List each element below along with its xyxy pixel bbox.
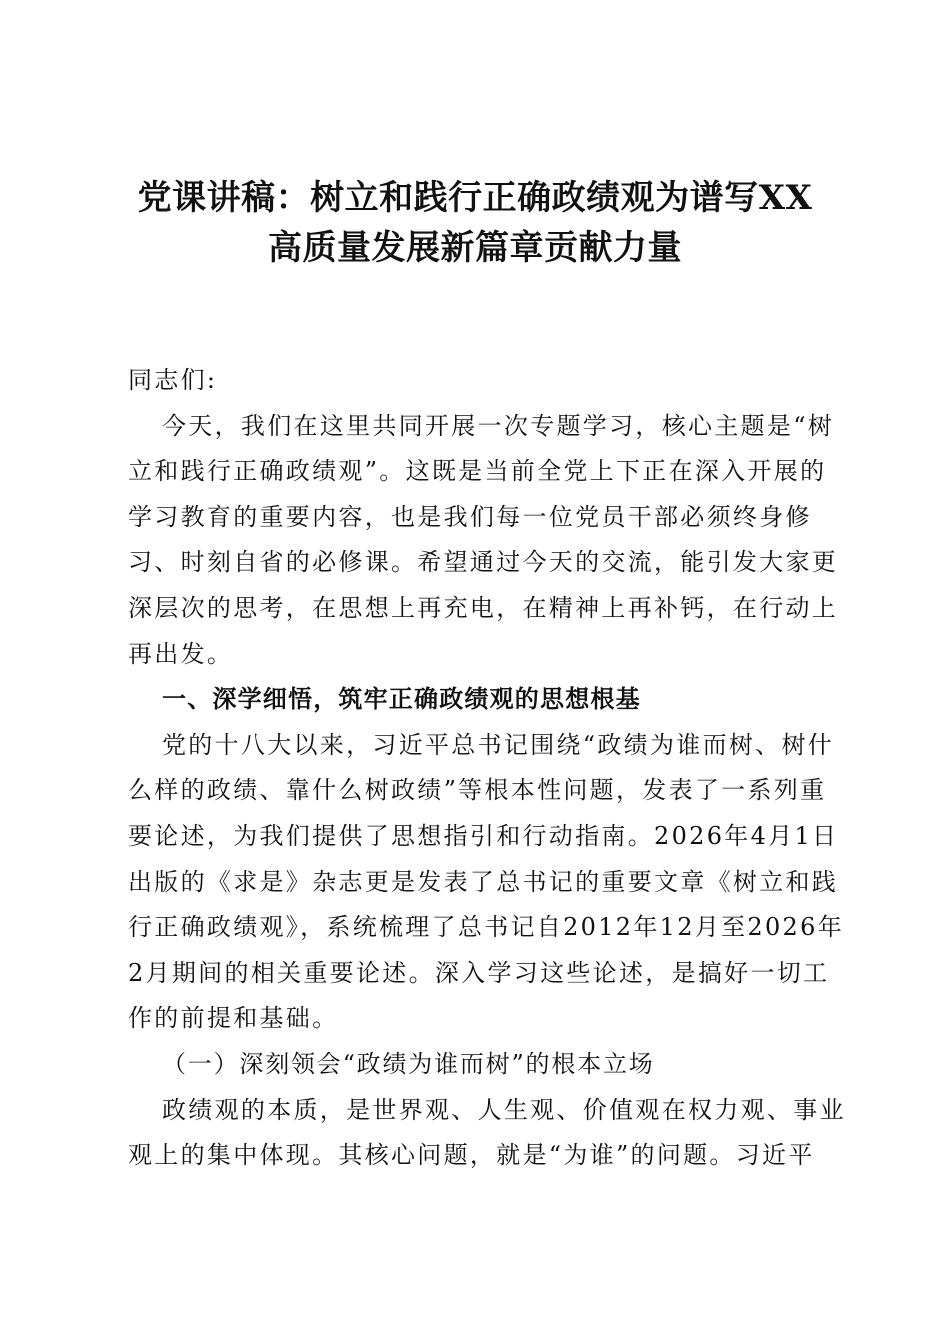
paragraph-2-line: 党的十八大以来，习近平总书记围绕“政绩为谁而树、树什 xyxy=(162,730,835,759)
paragraph-1-line: 今天，我们在这里共同开展一次专题学习，核心主题是“树 xyxy=(162,411,835,440)
paragraph-1-line: 习、时刻自省的必修课。希望通过今天的交流，能引发大家更 xyxy=(128,548,839,577)
document-body xyxy=(128,358,846,1179)
paragraph-2-line: 行正确政绩观》，系统梳理了总书记自2012年12月至2026年 xyxy=(128,913,844,942)
paragraph-2-line: 要论述，为我们提供了思想指引和行动指南。2026年4月1日 xyxy=(128,821,839,850)
subsection-heading-1: （一）深刻领会“政绩为谁而树”的根本立场 xyxy=(162,1049,655,1078)
paragraph-1-line: 再出发。 xyxy=(128,639,234,668)
paragraph-2-line: 出版的《求是》杂志更是发表了总书记的重要文章《树立和践 xyxy=(128,867,839,896)
document-title-line-1: 党课讲稿：树立和践行正确政绩观为谱写XX xyxy=(137,178,813,218)
paragraph-1-line: 立和践行正确政绩观”。这既是当前全党上下正在深入开展的 xyxy=(128,457,827,486)
section-heading-1: 一、深学细悟，筑牢正确政绩观的思想根基 xyxy=(162,685,641,714)
document-title-line-2: 高质量发展新篇章贡献力量 xyxy=(268,228,682,268)
paragraph-1-line: 学习教育的重要内容，也是我们每一位党员干部必须终身修 xyxy=(128,502,812,531)
paragraph-2-line: 作的前提和基础。 xyxy=(128,1004,339,1033)
paragraph-2-line: 2月期间的相关重要论述。深入学习这些论述，是搞好一切工 xyxy=(128,958,830,987)
paragraph-3-line: 观上的集中体现。其核心问题，就是“为谁”的问题。习近平 xyxy=(128,1141,815,1170)
paragraph-1-line: 深层次的思考，在思想上再充电，在精神上再补钙，在行动上 xyxy=(128,593,839,622)
paragraph-2-line: 么样的政绩、靠什么树政绩”等根本性问题，发表了一系列重 xyxy=(128,776,827,805)
salutation: 同志们: xyxy=(128,366,218,394)
paragraph-3-line: 政绩观的本质，是世界观、人生观、价值观在权力观、事业 xyxy=(162,1095,846,1124)
